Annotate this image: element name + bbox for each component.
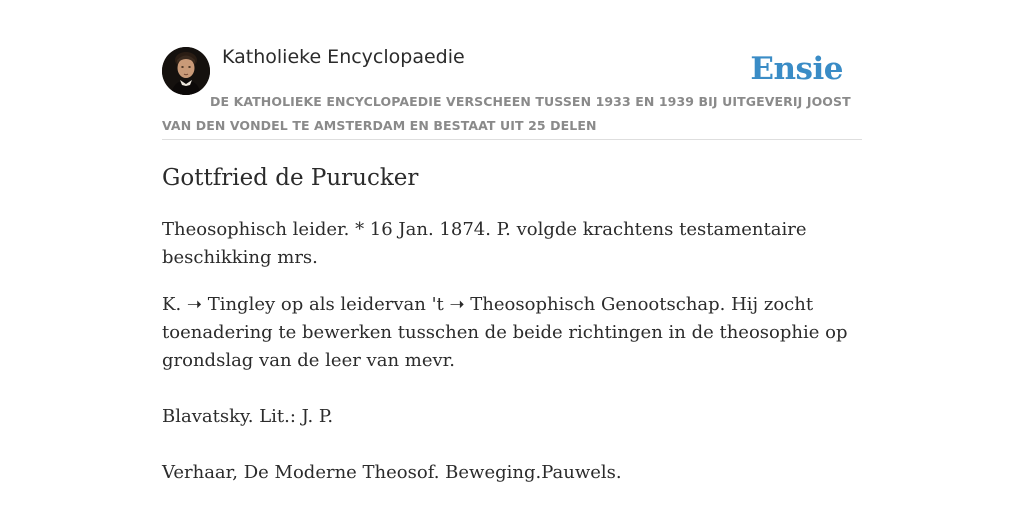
brand-logo[interactable]: Ensie	[750, 51, 843, 87]
paragraph-2-text-c: Theosophisch Genootschap. Hij zocht toenadering te bewerken tusschen de beide richtingen in de theosophie op grondslag van de leer van mevr.	[162, 294, 848, 371]
site-header	[162, 40, 862, 140]
site-description: DE KATHOLIEKE ENCYCLOPAEDIE VERSCHEEN TUSSEN 1933 EN 1939 BIJ UITGEVERIJ JOOST VAN DEN VONDEL TE AMSTERDAM EN BESTAAT UIT 25 DELEN	[162, 94, 851, 133]
article-title: Gottfried de Purucker	[162, 165, 419, 191]
paragraph-2-text-b: Tingley op als leidervan 't	[201, 294, 450, 315]
paragraph-1: Theosophisch leider. * 16 Jan. 1874. P. volgde krachtens testamentaire beschikking mrs.	[162, 219, 807, 268]
portrait-icon	[162, 47, 210, 95]
cross-reference-arrow-icon[interactable]: ➝	[186, 294, 202, 315]
article	[162, 160, 862, 487]
site-title[interactable]: Katholieke Encyclopaedie	[222, 46, 465, 68]
cross-reference-arrow-icon[interactable]: ➝	[449, 294, 465, 315]
paragraph-4: Verhaar, De Moderne Theosof. Beweging.Pauwels.	[162, 462, 622, 483]
paragraph-2	[162, 291, 862, 375]
paragraph-2-text-a: K.	[162, 294, 187, 315]
paragraph-3: Blavatsky. Lit.: J. P.	[162, 406, 334, 427]
avatar[interactable]	[162, 47, 210, 95]
